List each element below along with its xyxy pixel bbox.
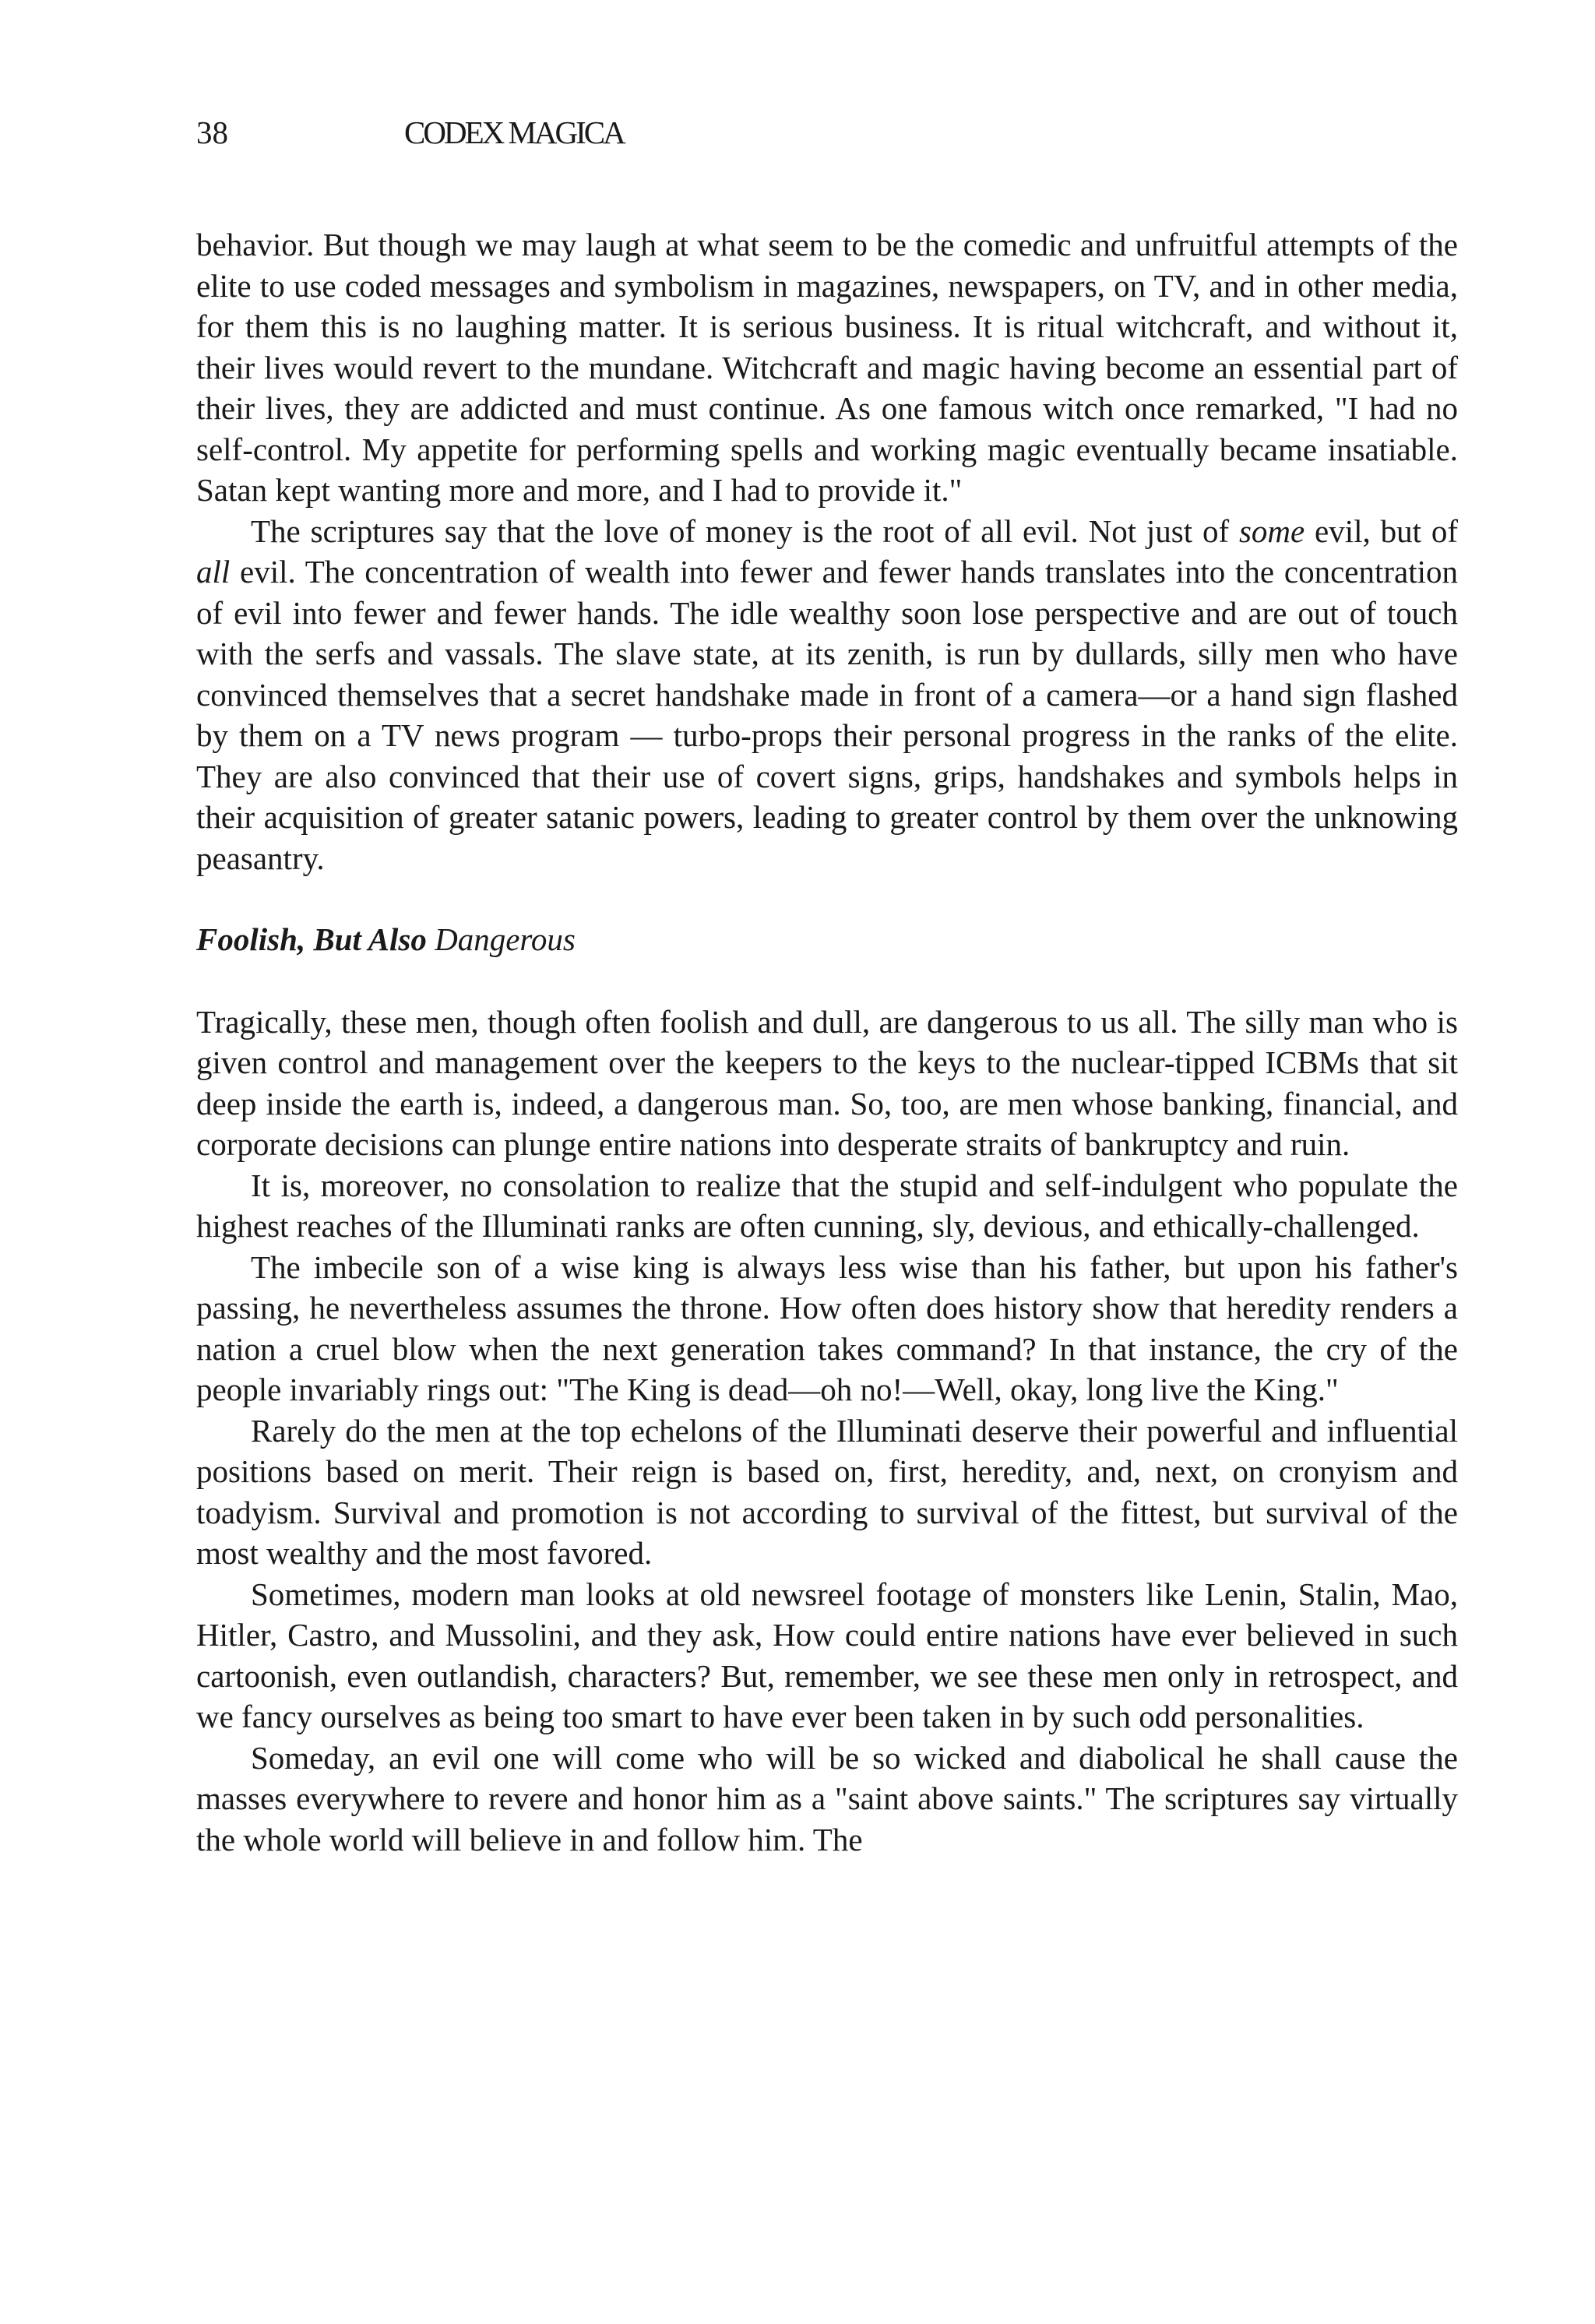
subheading-bold: Foolish, But Also — [196, 921, 427, 957]
paragraph-text: evil. The concentration of wealth into fewer and fewer hands translates into the concentration of evil into fewer and fewer hands. The idle wealthy soon lose perspective and are out of touch with the serfs and vassals. The slave state, at its zenith, is run by dullards, silly men who have convinced themselves that a secret handshake made in front of a camera—or a hand sign flashed by them on a TV news program — turbo-props their personal progress in the ranks of the elite. They are also convinced that their use of covert signs, grips, handshakes and symbols helps in their acquisition of greater satanic powers, leading to greater control by them over the unknowing peasantry. — [196, 554, 1458, 876]
body-text — [196, 224, 1458, 1860]
paragraph: The imbecile son of a wise king is always less wise than his father, but upon his father's passing, he nevertheless assumes the throne. How often does history show that heredity renders a nation a cruel blow when the next generation takes command? In that instance, the cry of the people invariably rings out: "The King is dead—oh no!—Well, okay, long live the King." — [196, 1248, 1458, 1407]
paragraph-text: The scriptures say that the love of money is the root of all evil. Not just of — [251, 512, 1239, 549]
book-title: CODEX MAGICA — [404, 114, 624, 150]
paragraph-text: evil, but of — [1305, 512, 1458, 549]
emphasis-text: some — [1238, 512, 1305, 549]
paragraph: Tragically, these men, though often foolish and dull, are dangerous to us all. The silly man who is given control and management over the keepers to the keys to the nuclear-tipped ICBMs that sit deep inside the earth is, indeed, a dangerous man. So, too, are men whose banking, financial, and corporate decisions can plunge entire nations into desperate straits of bankruptcy and ruin. — [196, 1003, 1458, 1162]
page-number: 38 — [196, 114, 228, 150]
paragraph — [196, 511, 1458, 879]
paragraph: Rarely do the men at the top echelons of the Illuminati deserve their powerful and influential positions based on merit. Their reign is based on, first, heredity, and, next, on cronyism and toadyism. Survival and promotion is not according to survival of the fittest, but survival of the most wealthy and the most favored. — [196, 1412, 1458, 1571]
paragraph: Sometimes, modern man looks at old newsreel footage of monsters like Lenin, Stalin, Mao, Hitler, Castro, and Mussolini, and they ask, How could entire nations have ever believed in such cartoonish, even outlandish, characters? But, remember, we see these men only in retrospect, and we fancy ourselves as being too smart to have ever been taken in by such odd personalities. — [196, 1576, 1458, 1734]
paragraph: It is, moreover, no consolation to realize that the stupid and self-indulgent who populate the highest reaches of the Illuminati ranks are often cunning, sly, devious, and ethically-challenged. — [196, 1167, 1458, 1244]
paragraph: Someday, an evil one will come who will be so wicked and diabolical he shall cause the masses everywhere to revere and honor him as a "saint above saints." The scriptures say virtually the whole world will believe in and follow him. The — [196, 1739, 1458, 1857]
section-subheading — [196, 919, 1458, 960]
paragraph: behavior. But though we may laugh at what seem to be the comedic and unfruitful attempts of the elite to use coded messages and symbolism in magazines, newspapers, on TV, and in other media, for them this is no laughing matter. It is serious business. It is ritual witchcraft, and without it, their lives would revert to the mundane. Witchcraft and magic having become an essential part of their lives, they are addicted and must continue. As one famous witch once remarked, "I had no self-control. My appetite for performing spells and working magic eventually became insatiable. Satan kept wanting more and more, and I had to provide it." — [196, 227, 1458, 508]
emphasis-text: all — [196, 554, 231, 590]
subheading-italic: Dangerous — [426, 921, 576, 957]
running-head — [196, 109, 1458, 156]
